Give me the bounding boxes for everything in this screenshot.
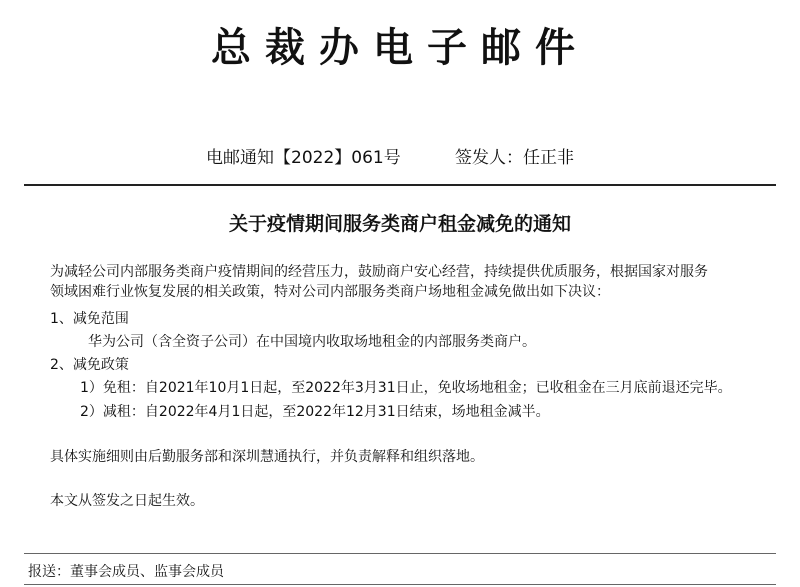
- policy-item-rent-reduction: 2）减租：自2022年4月1日起，至2022年12月31日结束，场地租金减半。: [80, 404, 550, 420]
- page-title: 总裁办电子邮件: [211, 25, 589, 71]
- footer-bottom-divider: [24, 584, 776, 585]
- intro-line: 为减轻公司内部服务类商户疫情期间的经营压力，鼓励商户安心经营，持续提供优质服务，根据国家对服务: [50, 264, 708, 280]
- notice-title: 关于疫情期间服务类商户租金减免的通知: [228, 213, 571, 235]
- effective-paragraph: 本文从签发之日起生效。: [50, 493, 204, 509]
- intro-line: 领域困难行业恢复发展的相关政策，特对公司内部服务类商户场地租金减免做出如下决议：: [50, 284, 610, 300]
- notice-number: 电邮通知【2022】061号: [206, 148, 401, 168]
- policy-item-rent-free: 1）免租：自2021年10月1日起，至2022年3月31日止，免收场地租金；已收租金在三月底前退还完毕。: [80, 380, 732, 396]
- header-divider: [24, 184, 776, 186]
- intro-paragraph: [50, 262, 780, 302]
- section-heading-scope: 1、减免范围: [50, 311, 129, 327]
- section-body-scope: 华为公司（含全资子公司）在中国境内收取场地租金的内部服务类商户。: [88, 334, 536, 350]
- report-recipients: 报送：董事会成员、监事会成员: [28, 564, 224, 580]
- issuer: 签发人：任正非: [455, 148, 574, 168]
- section-heading-policy: 2、减免政策: [50, 357, 129, 373]
- footer-divider: [24, 553, 776, 554]
- implementation-paragraph: 具体实施细则由后勤服务部和深圳慧通执行，并负责解释和组织落地。: [50, 449, 484, 465]
